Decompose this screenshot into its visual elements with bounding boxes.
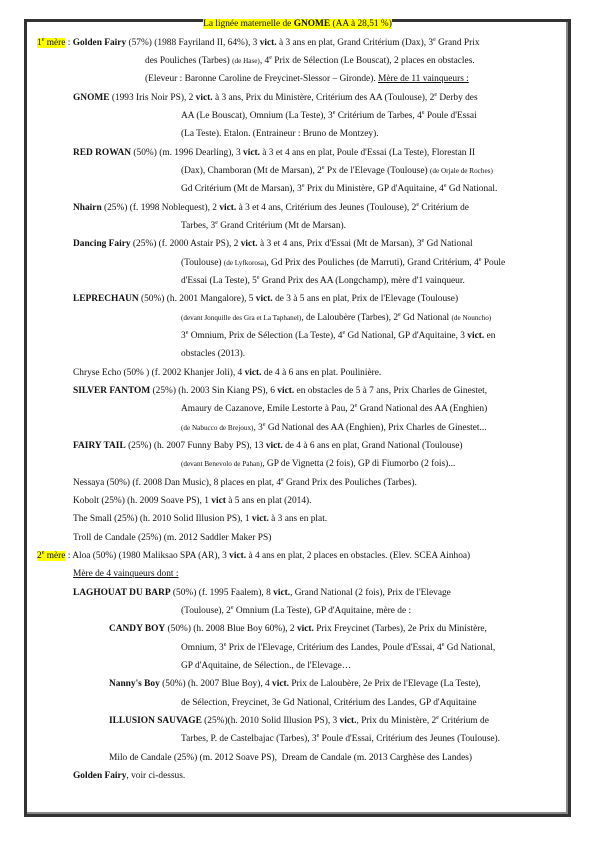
text-line: Nhairn (25%) (f. 1998 Noblequest), 2 vict. à 3 et 4 ans, Critérium des Jeunes (Toulouse), 2e Critérium de (73, 202, 469, 213)
text-line: Dancing Fairy (25%) (f. 2000 Astair PS), 2 vict. à 3 et 4 ans, Prix d'Essai (Mt de Marsan), 3e Gd National (73, 238, 473, 249)
text-line: Chryse Echo (50% ) (f. 2002 Khanjer Joli), 4 vict. de 4 à 6 ans en plat. Poulinière. (73, 368, 382, 378)
text-line: CANDY BOY (50%) (h. 2008 Blue Boy 60%), 2 vict. Prix Freycinet (Tarbes), 2e Prix du Ministère, (109, 624, 487, 634)
text-line: Tarbes, P. de Castelbajac (Tarbes), 3e Poule d'Essai, Critérium des Jeunes (Toulouse). (181, 733, 500, 744)
text-line: Omnium, 3e Prix de l'Elevage, Critérium des Landes, Poule d'Essai, 4e Gd National, (181, 642, 496, 653)
text-line: Mère de 4 vainqueurs dont : (73, 569, 179, 579)
text-line: LAGHOUAT DU BARP (50%) (f. 1995 Faalem), 8 vict., Grand National (2 fois), Prix de l'Elevage (73, 588, 451, 598)
text-line: obstacles (2013). (181, 349, 246, 359)
text-line: LEPRECHAUN (50%) (h. 2001 Mangalore), 5 vict. de 3 à 5 ans en plat, Prix de l'Elevage (Toulouse) (73, 294, 459, 304)
text-line: GP d'Aquitaine, de Sélection., de l'Elevage… (181, 661, 352, 671)
text-line: Tarbes, 3e Grand Critérium (Mt de Marsan). (181, 220, 346, 231)
text-line: (Toulouse) (de Lyfkorosa), Gd Prix des Pouliches (de Marruti), Grand Critérium, 4e Poule (181, 257, 506, 268)
text-line: 2e mère : Aloa (50%) (1980 Maliksao SPA (AR), 3 vict. à 4 ans en plat, 2 places en obstacles. (Elev. SCEA Ainhoa) (37, 550, 471, 561)
text-line: The Small (25%) (h. 2010 Solid Illusion PS), 1 vict. à 3 ans en plat. (73, 514, 328, 524)
text-line: (devant Jonquille des Gra et La Taphanel), de Laloubère (Tarbes), 2e Gd National (de Nouncho) (181, 312, 492, 323)
text-line: Nanny's Boy (50%) (h. 2007 Blue Boy), 4 vict. Prix de Laloubère, 2e Prix de l'Elevage (La Teste), (109, 679, 481, 689)
text-line: (La Teste). Etalon. (Entraineur : Bruno de Montzey). (181, 129, 379, 139)
text-line: Milo de Candale (25%) (m. 2012 Soave PS), Dream de Candale (m. 2013 Carghèse des Landes) (109, 753, 473, 763)
text-line: GNOME (1993 Iris Noir PS), 2 vict. à 3 ans, Prix du Ministère, Critérium des AA (Toulouse), 2e Derby des (73, 92, 478, 103)
text-line: SILVER FANTOM (25%) (h. 2003 Sin Kiang PS), 6 vict. en obstacles de 5 à 7 ans, Prix Charles de Ginestet, (73, 386, 488, 396)
text-line: 3e Omnium, Prix de Sélection (La Teste), 4e Gd National, GP d'Aquitaine, 3 vict. en (181, 330, 496, 341)
text-line: (devant Benevolo de Pahan), GP de Vignetta (2 fois), GP di Fiumorbo (2 fois)... (181, 459, 456, 469)
text-line: (Eleveur : Baronne Caroline de Freycinet-Slessor – Gironde). Mère de 11 vainqueurs : (145, 74, 469, 84)
text-line: d'Essai (La Teste), 5e Grand Prix des AA (Longchamp), mère d'1 vainqueur. (181, 275, 465, 286)
text-line: de Sélection, Freycinet, 3e Gd National, Critérium des Landes, GP d'Aquitaine (181, 698, 477, 708)
text-line: FAIRY TAIL (25%) (h. 2007 Funny Baby PS), 13 vict. de 4 à 6 ans en plat, Grand National (Toulouse) (73, 441, 463, 451)
text-line: Nessaya (50%) (f. 2008 Dan Music), 8 places en plat, 4e Grand Prix des Pouliches (Tarbes). (73, 477, 417, 488)
text-line: RED ROWAN (50%) (m. 1996 Dearling), 3 vict. à 3 et 4 ans en plat, Poule d'Essai (La Teste), Florestan II (73, 148, 476, 158)
document-frame (24, 19, 571, 817)
text-line: AA (Le Bouscat), Omnium (La Teste), 3e Critérium de Tarbes, 4e Poule d'Essai (181, 110, 477, 121)
text-line: (de Nabucco de Brejoux), 3e Gd National des AA (Enghien), Prix Charles de Ginestet... (181, 422, 487, 433)
text-line: 1e mère : Golden Fairy (57%) (1988 Fayriland II, 64%), 3 vict. à 3 ans en plat, Grand Critérium (Dax), 3e Grand Prix (37, 37, 480, 48)
document-title: La lignée maternelle de GNOME (AA à 28,51 %) (203, 19, 392, 29)
text-line: (Toulouse), 2e Omnium (La Teste), GP d'Aquitaine, mère de : (181, 605, 412, 616)
text-line: ILLUSION SAUVAGE (25%)(h. 2010 Solid Illusion PS), 3 vict., Prix du Ministère, 2e Critérium de (109, 715, 489, 726)
text-line: Golden Fairy, voir ci-dessus. (73, 771, 186, 781)
text-line: Troll de Candale (25%) (m. 2012 Saddler Maker PS) (73, 533, 272, 543)
text-line: (Dax), Chamboran (Mt de Marsan), 2e Px de l'Elevage (Toulouse) (de Orjale de Roches) (181, 165, 493, 176)
text-line: Kobolt (25%) (h. 2009 Soave PS), 1 vict à 5 ans en plat (2014). (73, 496, 312, 506)
text-line: Gd Critérium (Mt de Marsan), 3e Prix du Ministère, GP d'Aquitaine, 4e Gd National. (181, 183, 498, 194)
text-line: Amaury de Cazanove, Emile Lestorte à Pau, 2e Grand National des AA (Enghien) (181, 403, 488, 414)
text-line: des Pouliches (Tarbes) (de Hase), 4e Prix de Sélection (Le Bouscat), 2 places en obstacles. (145, 55, 475, 66)
